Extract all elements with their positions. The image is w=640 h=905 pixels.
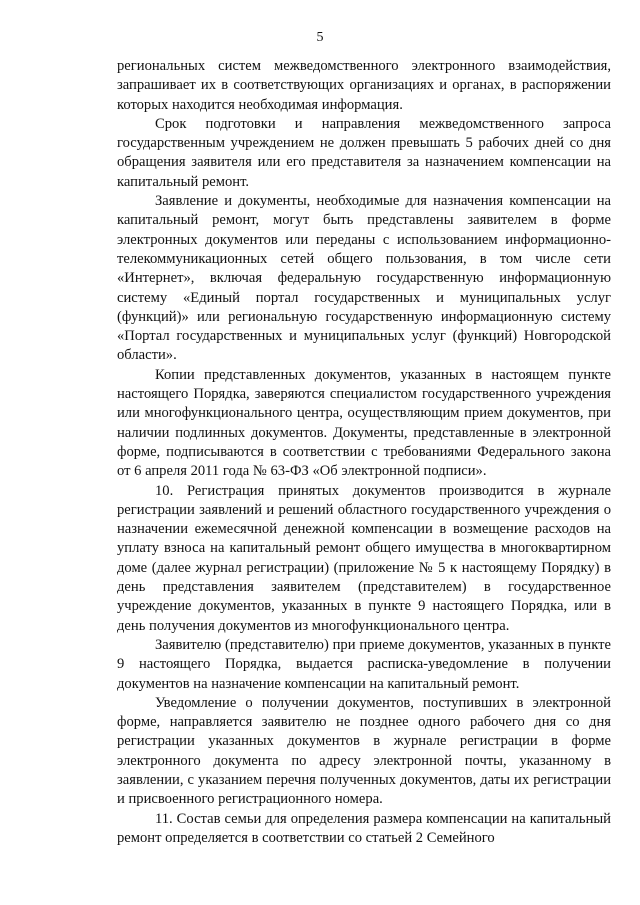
paragraph-item-11-family-composition: 11. Состав семьи для определения размера компенсации на капитальный ремонт определяется в соответствии со статьей 2 Семейного bbox=[117, 810, 611, 846]
page-number: 5 bbox=[316, 30, 324, 45]
paragraph-document-copies: Копии представленных документов, указанных в настоящем пункте настоящего Порядка, заверяются специалистом государственного учреждения или многофункционального центра, осуществляющим прием документов, при наличии подлинных документов. Документы, представленные в электронной форме, подписываются в соответствии с требованиями Федерального закона от 6 апреля 2011 года № 63-ФЗ «Об электронной подписи». bbox=[117, 366, 611, 480]
paragraph-electronic-submission: Заявление и документы, необходимые для назначения компенсации на капитальный ремонт, могут быть представлены заявителем в форме электронных документов или переданы с использованием информационно-телекоммуникационных сетей общего пользования, в том числе сети «Интернет», включая федеральную государственную информационную систему «Единый портал государственных и муниципальных услуг (функций)» или региональную государственную информационную систему «Портал государственных и муниципальных услуг (функций) Новгородской области». bbox=[117, 193, 611, 364]
paragraph-request-deadline: Срок подготовки и направления межведомственного запроса государственным учреждением не должен превышать 5 рабочих дней со дня обращения заявителя или его представителя за назначением компенсации на капитальный ремонт. bbox=[117, 115, 611, 190]
document-body bbox=[117, 57, 611, 848]
paragraph-item-10-registration: 10. Регистрация принятых документов производится в журнале регистрации заявлений и решений областного государственного учреждения о назначении ежемесячной денежной компенсации в возмещение расходов на уплату взноса на капитальный ремонт общего имущества в многоквартирном доме (далее журнал регистрации) (приложение № 5 к настоящему Порядку) в день представления заявителем (представителем) в государственное учреждение документов, указанных в пункте 9 настоящего Порядка, или в день получения документов из многофункционального центра. bbox=[117, 482, 611, 634]
paragraph-continued-interagency-systems: региональных систем межведомственного электронного взаимодействия, запрашивает их в соответствующих организациях и органах, в распоряжении которых находится необходимая информация. bbox=[117, 58, 611, 113]
paragraph-electronic-notification: Уведомление о получении документов, поступивших в электронной форме, направляется заявителю не позднее одного рабочего дня со дня регистрации указанных документов в журнале регистрации в форме электронного документа по адресу электронной почты, указанному в заявлении, с указанием перечня полученных документов, даты их регистрации и присвоенного регистрационного номера. bbox=[117, 694, 611, 808]
paragraph-receipt-notice: Заявителю (представителю) при приеме документов, указанных в пункте 9 настоящего Порядка, выдается расписка-уведомление в получении документов на назначение компенсации на капитальный ремонт. bbox=[117, 636, 611, 692]
